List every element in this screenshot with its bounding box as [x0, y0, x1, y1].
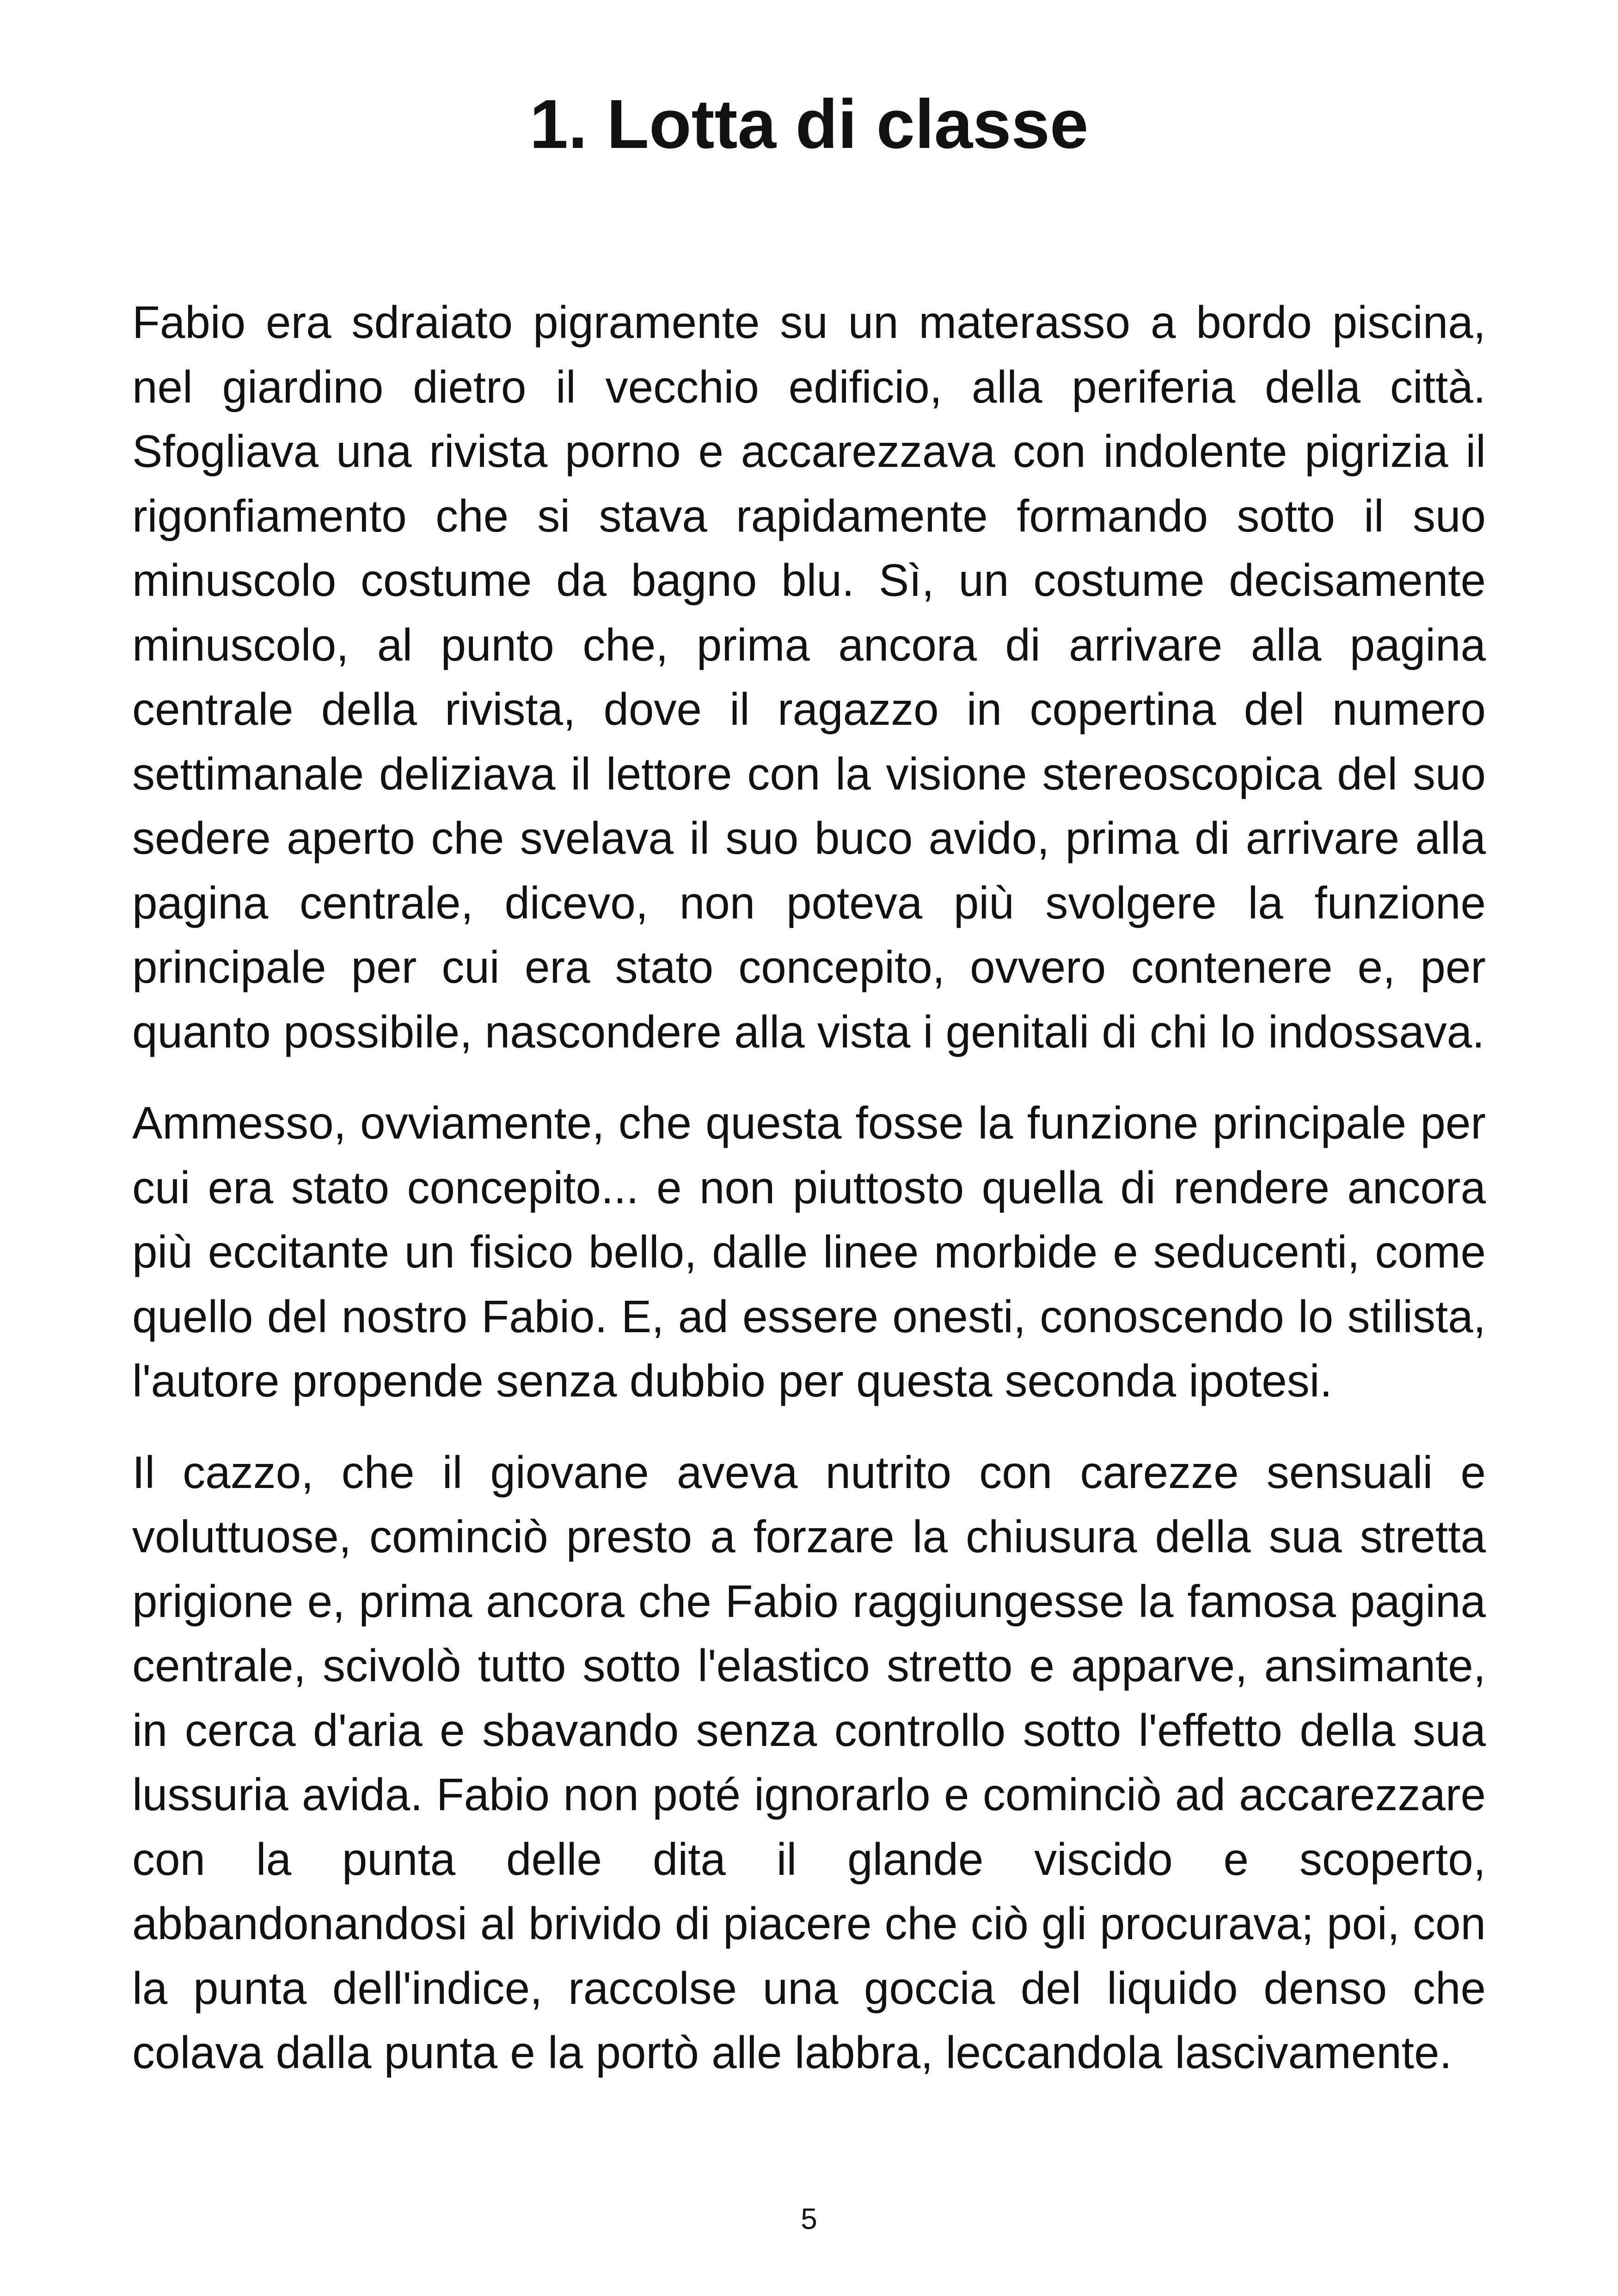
paragraph-3: Il cazzo, che il giovane aveva nutrito con carezze sensuali e voluttuose, cominciò presto a forzare la chiusura della sua stretta prigione e, prima ancora che Fabio raggiungesse la famosa pagina centrale, scivolò tutto sotto l'elastico stretto e apparve, ansimante, in cerca d'aria e sbavando senza controllo sotto l'effetto della sua lussuria avida. Fabio non poté ignorarlo e cominciò ad accarezzare con la punta delle dita il glande viscido e scoperto, abbandonandosi al brivido di piacere che ciò gli procurava; poi, con la punta dell'indice, raccolse una goccia del liquido denso che colava dalla punta e la portò alle labbra, leccandola lascivamente.: [132, 1446, 1486, 2078]
page-number: 5: [801, 2202, 817, 2235]
paragraph-1: Fabio era sdraiato pigramente su un materasso a bordo piscina, nel giardino dietro il vecchio edificio, alla periferia della città. Sfogliava una rivista porno e accarezzava con indolente pigrizia il rigonfiamento che si stava rapidamente formando sotto il suo minuscolo costume da bagno blu. Sì, un costume decisamente minuscolo, al punto che, prima ancora di arrivare alla pagina centrale della rivista, dove il ragazzo in copertina del numero settimanale deliziava il lettore con la visione stereoscopica del suo sedere aperto che svelava il suo buco avido, prima di arrivare alla pagina centrale, dicevo, non poteva più svolgere la funzione principale per cui era stato concepito, ovvero contenere e, per quanto possibile, nascondere alla vista i genitali di chi lo indossava.: [132, 297, 1486, 1057]
paragraph-2: Ammesso, ovviamente, che questa fosse la funzione principale per cui era stato concepito... e non piuttosto quella di rendere ancora più eccitante un fisico bello, dalle linee morbide e seducenti, come quello del nostro Fabio. E, ad essere onesti, conoscendo lo stilista, l'autore propende senza dubbio per questa seconda ipotesi.: [132, 1097, 1486, 1406]
chapter-title: 1. Lotta di classe: [529, 85, 1089, 163]
chapter-body: [132, 290, 1486, 2112]
